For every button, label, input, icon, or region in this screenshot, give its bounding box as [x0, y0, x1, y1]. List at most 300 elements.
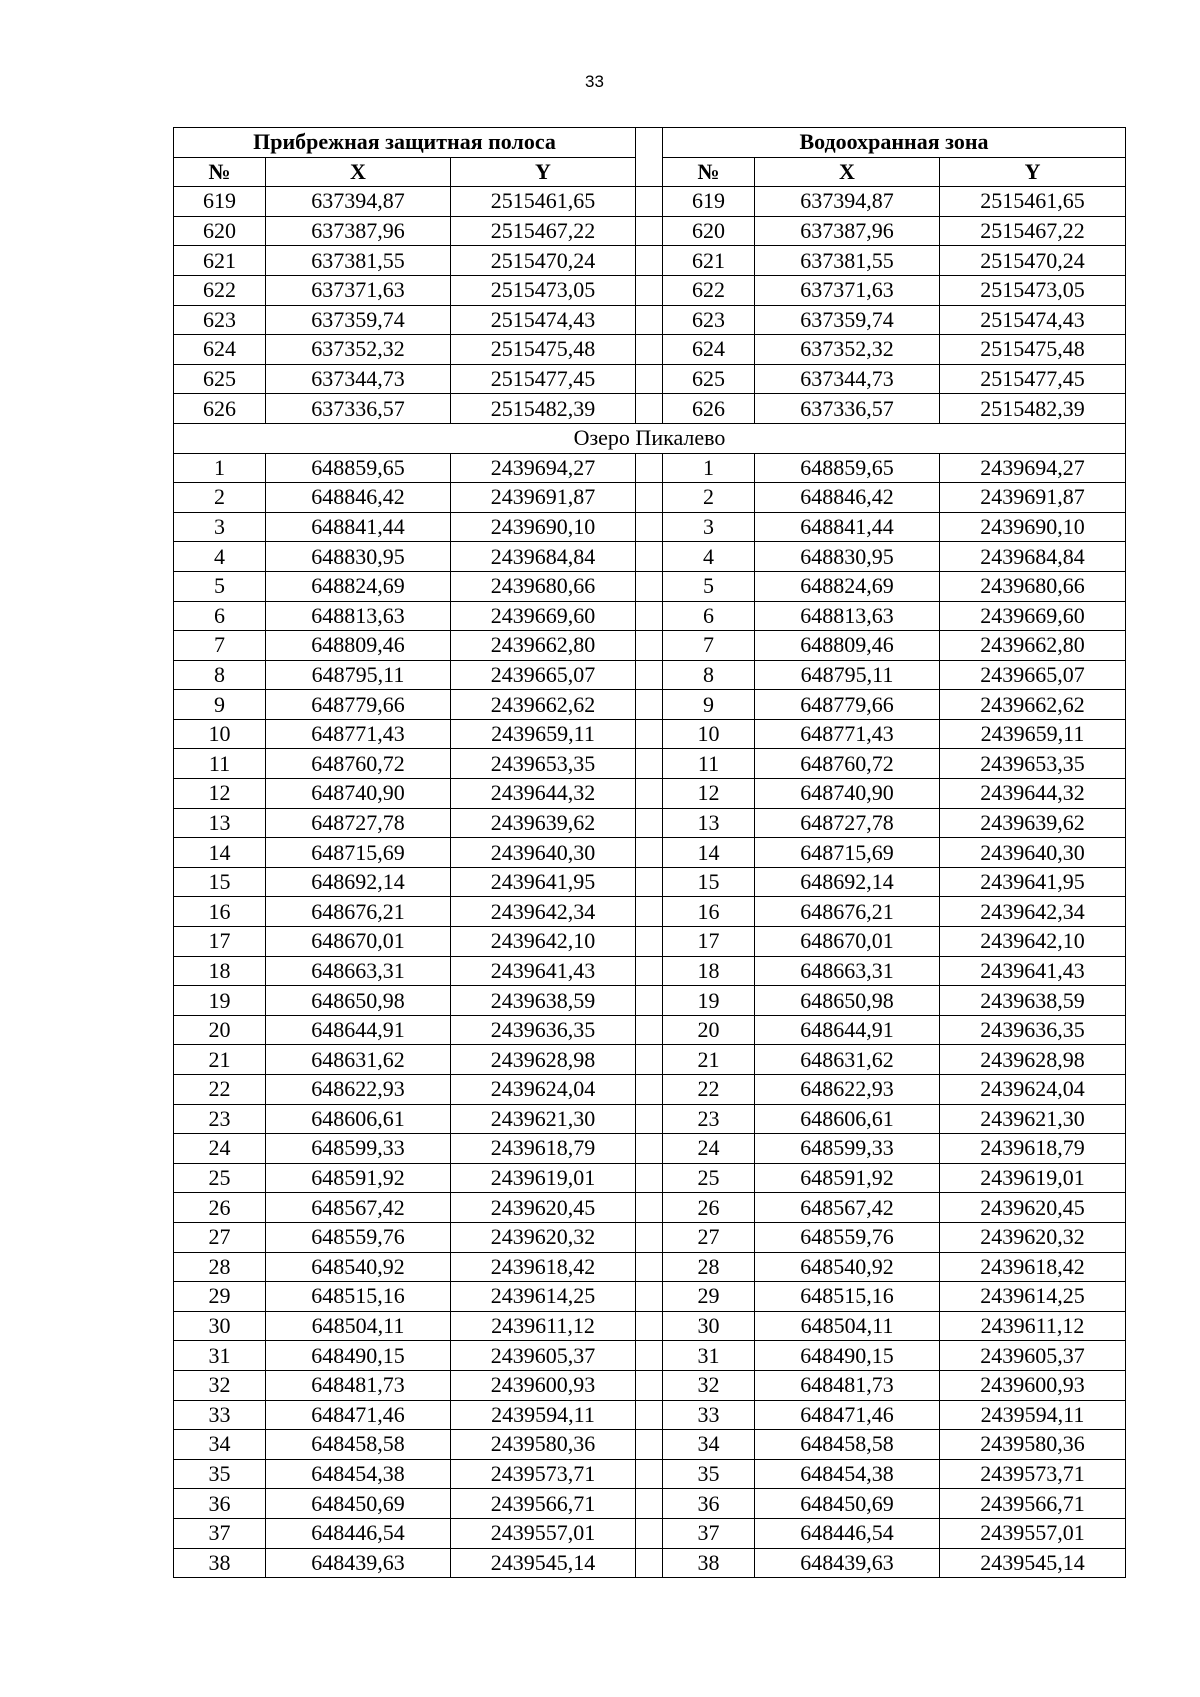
right-y-cell: 2439680,66: [940, 571, 1126, 601]
left-x-cell: 648439,63: [266, 1548, 451, 1578]
right-x-cell: 648599,33: [755, 1134, 940, 1164]
spacer-cell: [636, 1341, 663, 1371]
right-x-cell: 648830,95: [755, 542, 940, 572]
left-num-cell: 24: [174, 1134, 266, 1164]
left-y-cell: 2515482,39: [451, 394, 636, 424]
left-num-cell: 38: [174, 1548, 266, 1578]
table-row: [174, 335, 1126, 365]
spacer-cell: [636, 660, 663, 690]
right-x-cell: 648809,46: [755, 631, 940, 661]
table-row: [174, 927, 1126, 957]
table-row: [174, 1518, 1126, 1548]
left-num-cell: 4: [174, 542, 266, 572]
spacer-cell: [636, 631, 663, 661]
left-num-cell: 35: [174, 1459, 266, 1489]
left-x-cell: 648670,01: [266, 927, 451, 957]
spacer-cell: [636, 779, 663, 809]
spacer-cell: [636, 927, 663, 957]
right-x-cell: 648471,46: [755, 1400, 940, 1430]
left-num-cell: 621: [174, 246, 266, 276]
left-num-cell: 19: [174, 986, 266, 1016]
spacer-cell: [636, 1015, 663, 1045]
left-x-cell: 648559,76: [266, 1222, 451, 1252]
table-row: [174, 453, 1126, 483]
left-num-cell: 9: [174, 690, 266, 720]
left-y-cell: 2439639,62: [451, 808, 636, 838]
right-x-cell: 648670,01: [755, 927, 940, 957]
spacer-cell: [636, 512, 663, 542]
left-x-cell: 648567,42: [266, 1193, 451, 1223]
spacer-cell: [636, 246, 663, 276]
left-x-cell: 648771,43: [266, 719, 451, 749]
spacer-cell: [636, 690, 663, 720]
right-x-cell: 648740,90: [755, 779, 940, 809]
right-y-cell: 2515470,24: [940, 246, 1126, 276]
right-num-cell: 21: [663, 1045, 755, 1075]
spacer-cell: [636, 275, 663, 305]
left-y-cell: 2515470,24: [451, 246, 636, 276]
left-x-cell: 648446,54: [266, 1518, 451, 1548]
left-num-cell: 21: [174, 1045, 266, 1075]
left-num-cell: 626: [174, 394, 266, 424]
left-num-header: №: [174, 157, 266, 187]
right-y-cell: 2439639,62: [940, 808, 1126, 838]
left-num-cell: 18: [174, 956, 266, 986]
left-y-cell: 2439694,27: [451, 453, 636, 483]
left-group-title: Прибрежная защитная полоса: [174, 128, 636, 158]
right-y-cell: 2439614,25: [940, 1282, 1126, 1312]
right-y-cell: 2515467,22: [940, 216, 1126, 246]
table-row: [174, 1400, 1126, 1430]
left-x-cell: 648663,31: [266, 956, 451, 986]
spacer-cell: [636, 808, 663, 838]
right-num-cell: 14: [663, 838, 755, 868]
table-row: [174, 364, 1126, 394]
spacer-cell: [636, 542, 663, 572]
left-y-cell: 2439640,30: [451, 838, 636, 868]
right-num-cell: 626: [663, 394, 755, 424]
right-y-cell: 2515461,65: [940, 187, 1126, 217]
right-y-cell: 2439600,93: [940, 1370, 1126, 1400]
left-x-cell: 648859,65: [266, 453, 451, 483]
left-y-cell: 2439636,35: [451, 1015, 636, 1045]
right-num-cell: 623: [663, 305, 755, 335]
right-y-cell: 2439545,14: [940, 1548, 1126, 1578]
left-y-cell: 2439662,62: [451, 690, 636, 720]
table-row: [174, 1163, 1126, 1193]
left-num-cell: 625: [174, 364, 266, 394]
spacer-cell: [636, 749, 663, 779]
right-num-cell: 6: [663, 601, 755, 631]
right-num-cell: 19: [663, 986, 755, 1016]
right-x-cell: 648606,61: [755, 1104, 940, 1134]
right-x-cell: 637336,57: [755, 394, 940, 424]
left-y-cell: 2439620,45: [451, 1193, 636, 1223]
right-num-cell: 30: [663, 1311, 755, 1341]
right-num-cell: 28: [663, 1252, 755, 1282]
right-num-cell: 27: [663, 1222, 755, 1252]
left-y-cell: 2439611,12: [451, 1311, 636, 1341]
right-x-cell: 648841,44: [755, 512, 940, 542]
left-x-cell: 648676,21: [266, 897, 451, 927]
right-num-cell: 23: [663, 1104, 755, 1134]
right-num-cell: 621: [663, 246, 755, 276]
spacer-cell: [636, 838, 663, 868]
left-num-cell: 26: [174, 1193, 266, 1223]
right-x-cell: 648644,91: [755, 1015, 940, 1045]
page-number: 33: [585, 72, 604, 91]
right-y-cell: 2439573,71: [940, 1459, 1126, 1489]
left-num-cell: 15: [174, 867, 266, 897]
left-x-cell: 648450,69: [266, 1489, 451, 1519]
left-x-cell: 648471,46: [266, 1400, 451, 1430]
right-x-cell: 648591,92: [755, 1163, 940, 1193]
right-num-cell: 13: [663, 808, 755, 838]
left-x-cell: 637336,57: [266, 394, 451, 424]
left-num-cell: 30: [174, 1311, 266, 1341]
left-y-cell: 2439620,32: [451, 1222, 636, 1252]
table-row: [174, 601, 1126, 631]
spacer-cell: [636, 394, 663, 424]
left-x-cell: 637387,96: [266, 216, 451, 246]
left-y-cell: 2439545,14: [451, 1548, 636, 1578]
right-x-cell: 637359,74: [755, 305, 940, 335]
right-num-cell: 2: [663, 483, 755, 513]
spacer-cell: [636, 1489, 663, 1519]
left-num-cell: 624: [174, 335, 266, 365]
table-row: [174, 660, 1126, 690]
right-y-cell: 2439653,35: [940, 749, 1126, 779]
right-x-cell: 648715,69: [755, 838, 940, 868]
left-x-cell: 648846,42: [266, 483, 451, 513]
spacer-cell: [636, 1311, 663, 1341]
table-row: [174, 1459, 1126, 1489]
right-num-cell: 31: [663, 1341, 755, 1371]
table-row: [174, 1015, 1126, 1045]
left-x-cell: 648727,78: [266, 808, 451, 838]
spacer-column-header: [636, 128, 663, 187]
right-x-cell: 637352,32: [755, 335, 940, 365]
right-y-cell: 2515477,45: [940, 364, 1126, 394]
left-num-cell: 10: [174, 719, 266, 749]
table-row: [174, 779, 1126, 809]
right-x-cell: 648446,54: [755, 1518, 940, 1548]
spacer-cell: [636, 571, 663, 601]
table-row: [174, 956, 1126, 986]
spacer-cell: [636, 1075, 663, 1105]
left-y-cell: 2515473,05: [451, 275, 636, 305]
spacer-cell: [636, 719, 663, 749]
right-y-cell: 2439557,01: [940, 1518, 1126, 1548]
right-x-cell: 648622,93: [755, 1075, 940, 1105]
spacer-cell: [636, 1134, 663, 1164]
table-row: [174, 719, 1126, 749]
right-y-cell: 2439580,36: [940, 1430, 1126, 1460]
spacer-cell: [636, 1222, 663, 1252]
left-y-cell: 2439594,11: [451, 1400, 636, 1430]
right-y-cell: 2439638,59: [940, 986, 1126, 1016]
left-x-cell: 648515,16: [266, 1282, 451, 1312]
right-x-cell: 648779,66: [755, 690, 940, 720]
right-y-cell: 2439691,87: [940, 483, 1126, 513]
left-y-cell: 2439628,98: [451, 1045, 636, 1075]
table-row: [174, 1311, 1126, 1341]
right-y-cell: 2439642,34: [940, 897, 1126, 927]
right-num-cell: 9: [663, 690, 755, 720]
left-num-cell: 8: [174, 660, 266, 690]
right-num-cell: 8: [663, 660, 755, 690]
right-y-cell: 2439628,98: [940, 1045, 1126, 1075]
left-num-cell: 7: [174, 631, 266, 661]
left-y-cell: 2439614,25: [451, 1282, 636, 1312]
table-row: [174, 1430, 1126, 1460]
left-x-cell: 648458,58: [266, 1430, 451, 1460]
right-x-cell: 648504,11: [755, 1311, 940, 1341]
section-divider: [174, 423, 1126, 453]
left-y-cell: 2439690,10: [451, 512, 636, 542]
left-y-cell: 2439621,30: [451, 1104, 636, 1134]
table-row: [174, 275, 1126, 305]
right-y-cell: 2439690,10: [940, 512, 1126, 542]
right-x-cell: 648515,16: [755, 1282, 940, 1312]
left-x-cell: 637359,74: [266, 305, 451, 335]
right-x-cell: 648663,31: [755, 956, 940, 986]
right-num-cell: 3: [663, 512, 755, 542]
right-num-cell: 29: [663, 1282, 755, 1312]
right-num-cell: 1: [663, 453, 755, 483]
left-x-cell: 648841,44: [266, 512, 451, 542]
spacer-cell: [636, 1252, 663, 1282]
right-x-cell: 648490,15: [755, 1341, 940, 1371]
left-num-cell: 22: [174, 1075, 266, 1105]
right-num-cell: 20: [663, 1015, 755, 1045]
spacer-cell: [636, 1282, 663, 1312]
left-y-cell: 2439641,43: [451, 956, 636, 986]
left-y-cell: 2439580,36: [451, 1430, 636, 1460]
right-y-cell: 2439624,04: [940, 1075, 1126, 1105]
left-num-cell: 29: [174, 1282, 266, 1312]
right-group-title: Водоохранная зона: [663, 128, 1126, 158]
right-x-cell: 648760,72: [755, 749, 940, 779]
left-x-cell: 648795,11: [266, 660, 451, 690]
table-row: [174, 542, 1126, 572]
left-num-cell: 17: [174, 927, 266, 957]
spacer-cell: [636, 1104, 663, 1134]
left-y-cell: 2439624,04: [451, 1075, 636, 1105]
left-x-cell: 648481,73: [266, 1370, 451, 1400]
left-x-cell: 637371,63: [266, 275, 451, 305]
right-x-cell: 637387,96: [755, 216, 940, 246]
right-y-cell: 2439641,95: [940, 867, 1126, 897]
right-x-cell: 637344,73: [755, 364, 940, 394]
left-x-header: X: [266, 157, 451, 187]
left-y-header: Y: [451, 157, 636, 187]
left-y-cell: 2439557,01: [451, 1518, 636, 1548]
left-num-cell: 2: [174, 483, 266, 513]
right-num-cell: 36: [663, 1489, 755, 1519]
spacer-cell: [636, 1163, 663, 1193]
left-x-cell: 648740,90: [266, 779, 451, 809]
right-num-cell: 4: [663, 542, 755, 572]
table-row: [174, 749, 1126, 779]
left-y-cell: 2439653,35: [451, 749, 636, 779]
left-num-cell: 37: [174, 1518, 266, 1548]
table-row: [174, 1134, 1126, 1164]
left-y-cell: 2439566,71: [451, 1489, 636, 1519]
left-num-cell: 6: [174, 601, 266, 631]
right-num-cell: 620: [663, 216, 755, 246]
left-y-cell: 2439638,59: [451, 986, 636, 1016]
right-x-cell: 648824,69: [755, 571, 940, 601]
left-y-cell: 2439619,01: [451, 1163, 636, 1193]
table-row: [174, 1222, 1126, 1252]
right-y-cell: 2515482,39: [940, 394, 1126, 424]
table-row: [174, 631, 1126, 661]
right-num-header: №: [663, 157, 755, 187]
table-row: [174, 246, 1126, 276]
left-x-cell: 637381,55: [266, 246, 451, 276]
right-num-cell: 18: [663, 956, 755, 986]
table-row: [174, 1075, 1126, 1105]
right-num-cell: 5: [663, 571, 755, 601]
left-x-cell: 648504,11: [266, 1311, 451, 1341]
right-y-cell: 2439642,10: [940, 927, 1126, 957]
group-header-row: [174, 128, 1126, 158]
right-y-cell: 2439620,45: [940, 1193, 1126, 1223]
left-num-cell: 36: [174, 1489, 266, 1519]
right-num-cell: 16: [663, 897, 755, 927]
right-num-cell: 38: [663, 1548, 755, 1578]
right-x-cell: 637394,87: [755, 187, 940, 217]
left-y-cell: 2439684,84: [451, 542, 636, 572]
right-x-cell: 648771,43: [755, 719, 940, 749]
left-y-cell: 2439618,42: [451, 1252, 636, 1282]
left-num-cell: 23: [174, 1104, 266, 1134]
spacer-cell: [636, 986, 663, 1016]
right-y-cell: 2439619,01: [940, 1163, 1126, 1193]
table-row: [174, 1252, 1126, 1282]
right-y-cell: 2439605,37: [940, 1341, 1126, 1371]
right-x-cell: 648813,63: [755, 601, 940, 631]
right-num-cell: 7: [663, 631, 755, 661]
table-row: [174, 1045, 1126, 1075]
spacer-cell: [636, 1370, 663, 1400]
left-num-cell: 3: [174, 512, 266, 542]
right-x-cell: 648727,78: [755, 808, 940, 838]
right-num-cell: 17: [663, 927, 755, 957]
left-y-cell: 2439665,07: [451, 660, 636, 690]
table-row: [174, 986, 1126, 1016]
right-x-cell: 648676,21: [755, 897, 940, 927]
right-y-cell: 2439618,42: [940, 1252, 1126, 1282]
left-num-cell: 620: [174, 216, 266, 246]
right-y-cell: 2439665,07: [940, 660, 1126, 690]
right-num-cell: 622: [663, 275, 755, 305]
right-x-cell: 648454,38: [755, 1459, 940, 1489]
right-num-cell: 11: [663, 749, 755, 779]
left-y-cell: 2439600,93: [451, 1370, 636, 1400]
right-y-cell: 2439620,32: [940, 1222, 1126, 1252]
table-row: [174, 394, 1126, 424]
left-x-cell: 648760,72: [266, 749, 451, 779]
table-row: [174, 1104, 1126, 1134]
left-y-cell: 2439618,79: [451, 1134, 636, 1164]
right-y-cell: 2439566,71: [940, 1489, 1126, 1519]
right-x-cell: 648450,69: [755, 1489, 940, 1519]
section-row: [174, 423, 1126, 453]
right-y-cell: 2515473,05: [940, 275, 1126, 305]
right-num-cell: 26: [663, 1193, 755, 1223]
right-num-cell: 24: [663, 1134, 755, 1164]
right-x-cell: 648458,58: [755, 1430, 940, 1460]
spacer-cell: [636, 601, 663, 631]
left-num-cell: 619: [174, 187, 266, 217]
spacer-cell: [636, 1193, 663, 1223]
left-x-cell: 648830,95: [266, 542, 451, 572]
spacer-cell: [636, 1045, 663, 1075]
left-y-cell: 2515467,22: [451, 216, 636, 246]
left-y-cell: 2439642,34: [451, 897, 636, 927]
table-row: [174, 483, 1126, 513]
right-x-cell: 648481,73: [755, 1370, 940, 1400]
left-y-cell: 2439691,87: [451, 483, 636, 513]
right-y-cell: 2439618,79: [940, 1134, 1126, 1164]
right-y-cell: 2439684,84: [940, 542, 1126, 572]
table-row: [174, 1193, 1126, 1223]
right-num-cell: 33: [663, 1400, 755, 1430]
right-y-cell: 2439659,11: [940, 719, 1126, 749]
right-num-cell: 25: [663, 1163, 755, 1193]
table-row: [174, 1489, 1126, 1519]
left-num-cell: 32: [174, 1370, 266, 1400]
right-y-cell: 2439644,32: [940, 779, 1126, 809]
spacer-cell: [636, 956, 663, 986]
left-y-cell: 2515475,48: [451, 335, 636, 365]
right-x-cell: 648631,62: [755, 1045, 940, 1075]
table-row: [174, 571, 1126, 601]
left-x-cell: 648490,15: [266, 1341, 451, 1371]
right-y-cell: 2439621,30: [940, 1104, 1126, 1134]
left-x-cell: 648540,92: [266, 1252, 451, 1282]
right-y-cell: 2515474,43: [940, 305, 1126, 335]
right-y-header: Y: [940, 157, 1126, 187]
right-y-cell: 2439662,80: [940, 631, 1126, 661]
table-body-bottom: [174, 453, 1126, 1578]
right-num-cell: 22: [663, 1075, 755, 1105]
spacer-cell: [636, 453, 663, 483]
table-row: [174, 187, 1126, 217]
right-y-cell: 2439662,62: [940, 690, 1126, 720]
right-y-cell: 2439611,12: [940, 1311, 1126, 1341]
right-x-cell: 648540,92: [755, 1252, 940, 1282]
right-y-cell: 2439594,11: [940, 1400, 1126, 1430]
left-x-cell: 648454,38: [266, 1459, 451, 1489]
left-x-cell: 648813,63: [266, 601, 451, 631]
table-row: [174, 512, 1126, 542]
spacer-cell: [636, 187, 663, 217]
left-y-cell: 2439662,80: [451, 631, 636, 661]
table-row: [174, 838, 1126, 868]
right-x-cell: 648567,42: [755, 1193, 940, 1223]
left-num-cell: 5: [174, 571, 266, 601]
left-y-cell: 2439605,37: [451, 1341, 636, 1371]
left-x-cell: 648622,93: [266, 1075, 451, 1105]
left-x-cell: 648779,66: [266, 690, 451, 720]
spacer-cell: [636, 305, 663, 335]
right-x-header: X: [755, 157, 940, 187]
right-num-cell: 624: [663, 335, 755, 365]
right-num-cell: 15: [663, 867, 755, 897]
